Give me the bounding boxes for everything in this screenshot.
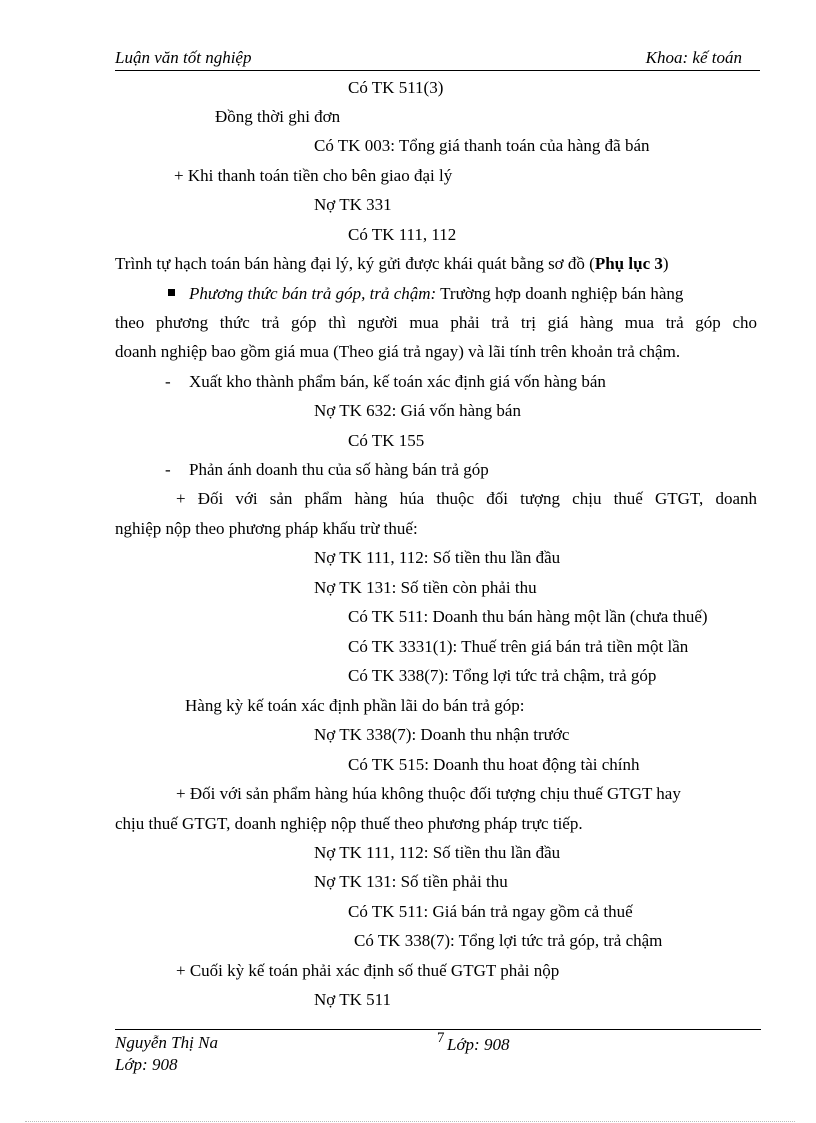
text-line: Có TK 3331(1): Thuế trên giá bán trả tiền một lần xyxy=(348,637,689,656)
text-line: Có TK 338(7): Tổng lợi tức trả chậm, trả góp xyxy=(348,666,657,685)
text-line: Có TK 511: Doanh thu bán hàng một lần (chưa thuế) xyxy=(348,607,708,626)
text-line: Có TK 511(3) xyxy=(348,78,444,97)
header-thesis-title: Luận văn tốt nghiệp xyxy=(115,48,252,67)
text-line: + Cuối kỳ kế toán phải xác định số thuế GTGT phải nộp xyxy=(176,961,560,980)
text-line: Nợ TK 111, 112: Số tiền thu lần đầu xyxy=(314,843,561,862)
text-line: chịu thuế GTGT, doanh nghiệp nộp thuế theo phương pháp trực tiếp. xyxy=(115,814,583,833)
text-line: Nợ TK 511 xyxy=(314,990,391,1009)
text-line: + Đối với sản phẩm hàng húa không thuộc đối tượng chịu thuế GTGT hay xyxy=(176,784,681,803)
square-bullet-icon xyxy=(168,289,175,296)
page-number: 7 xyxy=(437,1030,445,1046)
text-line: theo phương thức trả góp thì người mua phải trả trị giá hàng mua trả góp cho xyxy=(115,313,757,332)
text-span: ) xyxy=(662,254,669,273)
text-line: nghiệp nộp theo phương pháp khấu trừ thuế: xyxy=(115,519,418,538)
footer-author: Nguyễn Thị Na xyxy=(115,1033,218,1052)
text-line: + Khi thanh toán tiền cho bên giao đại lý xyxy=(174,166,453,185)
text-line: Phản ánh doanh thu của số hàng bán trả góp xyxy=(189,460,489,479)
text-line: Có TK 155 xyxy=(348,431,425,450)
bullet-paragraph xyxy=(168,283,683,305)
text-line xyxy=(115,253,669,275)
text-line: Nợ TK 331 xyxy=(314,195,392,214)
footer-class: Lớp: 908 xyxy=(115,1055,178,1074)
text-line: Có TK 511: Giá bán trả ngay gồm cả thuế xyxy=(348,902,633,921)
text-line: doanh nghiệp bao gồm giá mua (Theo giá trả ngay) và lãi tính trên khoản trả chậm. xyxy=(115,342,681,361)
page-bottom-divider xyxy=(25,1121,795,1122)
text-line: Nợ TK 338(7): Doanh thu nhận trước xyxy=(314,725,570,744)
text-line: Có TK 515: Doanh thu hoat động tài chính xyxy=(348,755,640,774)
page-header xyxy=(115,48,760,71)
text-line: Hàng kỳ kế toán xác định phần lãi do bán trả góp: xyxy=(185,696,525,715)
text-span: Trình tự hạch toán bán hàng đại lý, ký gửi được khái quát bằng sơ đồ ( xyxy=(115,254,595,273)
text-line: + Đối với sản phẩm hàng húa thuộc đối tượng chịu thuế GTGT, doanh xyxy=(176,489,757,508)
text-span: Trường hợp doanh nghiệp bán hàng xyxy=(436,284,684,303)
text-line: Xuất kho thành phẩm bán, kế toán xác định giá vốn hàng bán xyxy=(189,372,606,391)
text-line: Nợ TK 632: Giá vốn hàng bán xyxy=(314,401,521,420)
text-line: Có TK 111, 112 xyxy=(348,225,457,244)
text-line: Nợ TK 131: Số tiền phải thu xyxy=(314,872,508,891)
dash-bullet: - xyxy=(165,372,171,391)
text-line: Có TK 003: Tổng giá thanh toán của hàng đã bán xyxy=(314,136,650,155)
appendix-reference: Phụ lục 3 xyxy=(594,254,663,273)
text-line: Đồng thời ghi đơn xyxy=(215,107,341,126)
dash-bullet: - xyxy=(165,460,171,479)
text-line: Nợ TK 131: Số tiền còn phải thu xyxy=(314,578,537,597)
method-heading: Phương thức bán trả góp, trả chậm: xyxy=(189,284,437,303)
text-line: Nợ TK 111, 112: Số tiền thu lần đầu xyxy=(314,548,561,567)
header-faculty: Khoa: kế toán xyxy=(645,48,742,67)
text-line: Có TK 338(7): Tổng lợi tức trả góp, trả chậm xyxy=(354,931,663,950)
footer-class-center: Lớp: 908 xyxy=(447,1035,510,1054)
